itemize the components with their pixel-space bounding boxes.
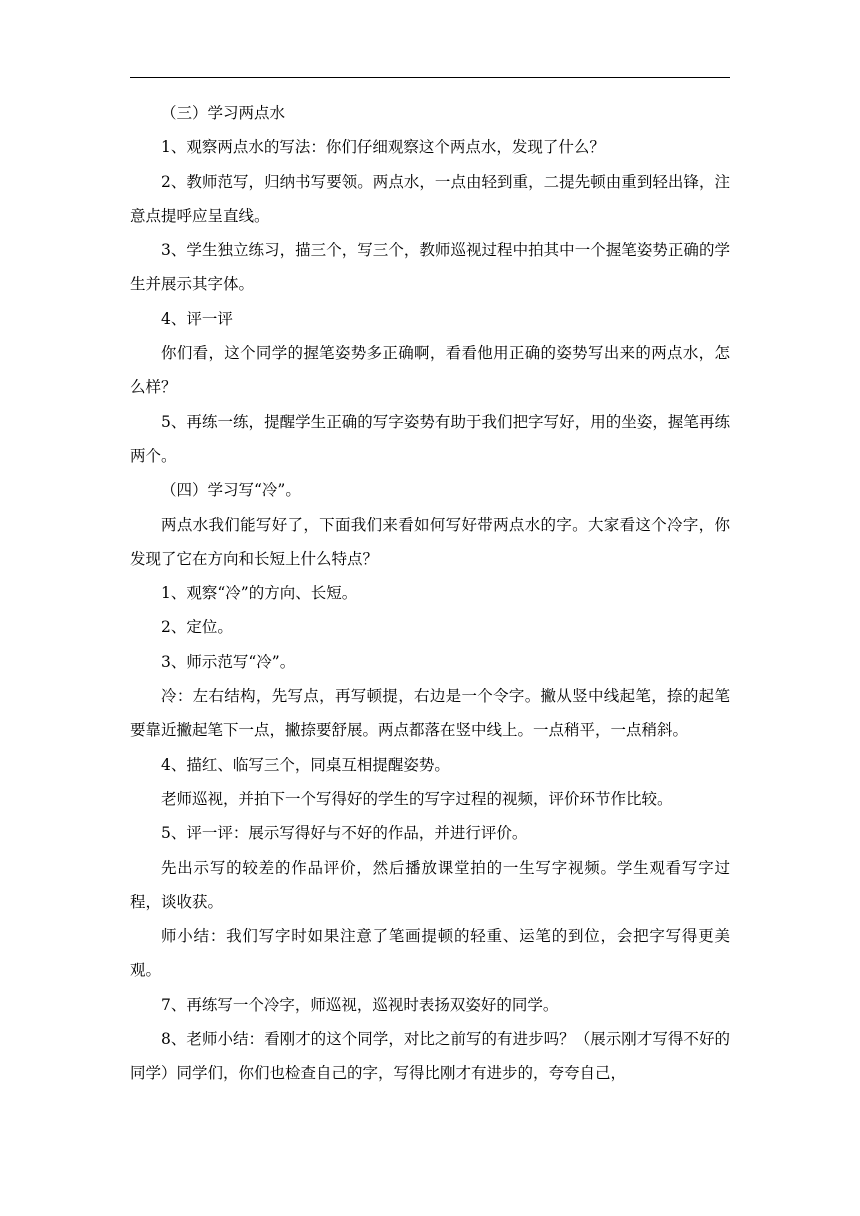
paragraph: 1、观察“冷”的方向、长短。 — [161, 584, 358, 603]
paragraph: 你们看，这个同学的握笔姿势多正确啊，看看他用正确的姿势写出来的两点水，怎么样？ — [130, 344, 730, 397]
paragraph: 3、学生独立练习，描三个，写三个，教师巡视过程中拍其中一个握笔姿势正确的学生并展示其字体。 — [130, 241, 730, 294]
paragraph: 1、观察两点水的写法：你们仔细观察这个两点水，发现了什么？ — [161, 138, 605, 157]
paragraph: 师小结：我们写字时如果注意了笔画提顿的轻重、运笔的到位，会把字写得更美观。 — [130, 927, 730, 980]
section-heading-three: （三）学习两点水 — [161, 104, 286, 122]
paragraph: 2、定位。 — [161, 618, 233, 637]
paragraph: 3、师示范写“冷”。 — [161, 652, 296, 671]
paragraph: 先出示写的较差的作品评价，然后播放课堂拍的一生写字视频。学生观看写字过程，谈收获。 — [130, 858, 730, 911]
paragraph: 8、老师小结：看刚才的这个同学，对比之前写的有进步吗？（展示刚才写得不好的同学）同学们，你们也检查自己的字，写得比刚才有进步的，夸夸自己， — [130, 1030, 730, 1083]
paragraph: 7、再练写一个冷字，师巡视，巡视时表扬双姿好的同学。 — [161, 995, 559, 1014]
paragraph: 老师巡视，并拍下一个写得好的学生的写字过程的视频，评价环节作比较。 — [161, 789, 673, 808]
paragraph: 4、评一评 — [161, 309, 233, 328]
paragraph: 两点水我们能写好了，下面我们来看如何写好带两点水的字。大家看这个冷字，你发现了它在方向和长短上什么特点？ — [130, 515, 730, 568]
header-rule — [130, 77, 730, 78]
paragraph: 5、评一评：展示写得好与不好的作品，并进行评价。 — [161, 824, 528, 843]
paragraph: 2、教师范写，归纳书写要领。两点水，一点由轻到重，二提先顿由重到轻出锋，注意点提呼应呈直线。 — [130, 172, 730, 225]
paragraph: 5、再练一练，提醒学生正确的写字姿势有助于我们把字写好，用的坐姿，握笔再练两个。 — [130, 412, 730, 465]
paragraph: 冷：左右结构，先写点，再写顿提，右边是一个令字。撇从竖中线起笔，捺的起笔要靠近撇起笔下一点，撇捺要舒展。两点都落在竖中线上。一点稍平，一点稍斜。 — [130, 687, 730, 740]
document-body — [130, 96, 730, 1091]
section-heading-four: （四）学习写“冷”。 — [161, 481, 301, 500]
paragraph: 4、描红、临写三个，同桌互相提醒姿势。 — [161, 755, 450, 774]
